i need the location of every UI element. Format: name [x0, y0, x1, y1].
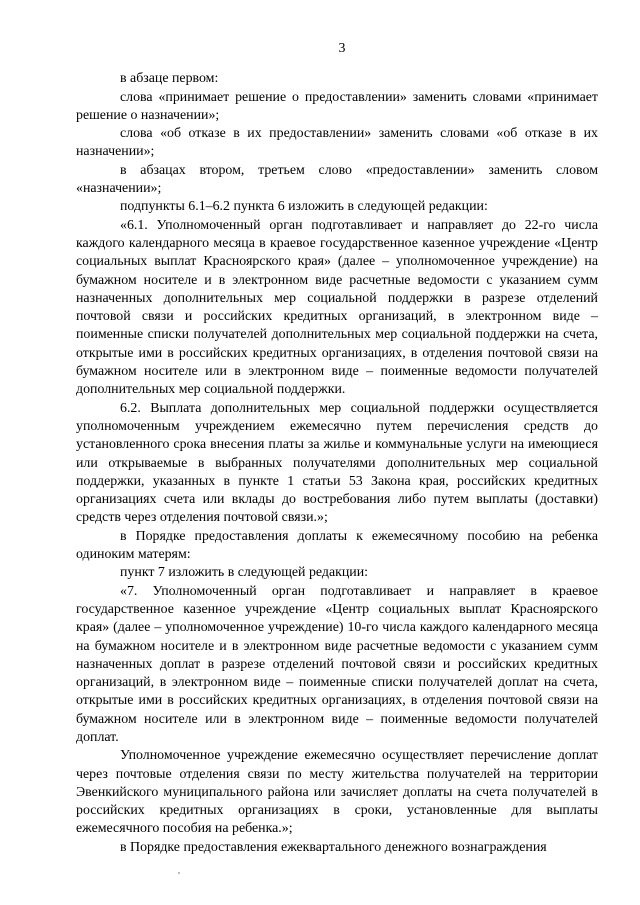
paragraph: «6.1. Уполномоченный орган подготавливает и направляет до 22-го числа каждого календарного месяца в краевое государственное казенное учреждение «Центр социальных выплат Красноярского края» (далее – уполномоченное учреждение) на бумажном носителе и в электронном виде расчетные ведомости с указанием сумм назначенных дополнительных мер социальной поддержки в разрезе отделений почтовой связи и российских кредитных организаций, в электронном виде – поименные списки получателей дополнительных мер социальной поддержки на счета, открытые ими в российских кредитных организациях, в отделения почтовой связи на бумажном носителе или в электронном виде – поименные ведомости получателей дополнительных мер социальной поддержки. [76, 217, 598, 398]
paragraph: пункт 7 изложить в следующей редакции: [120, 565, 369, 581]
paragraph: 6.2. Выплата дополнительных мер социальной поддержки осуществляется уполномоченным учреждением ежемесячно путем перечисления средств до установленного срока внесения платы за жилье и коммунальные услуги на имеющиеся или открываемые в выбранных получателями дополнительных мер социальной поддержки, указанных в пункте 1 статьи 53 Закона края, российских кредитных организациях счета или вклады до востребования либо путем выплаты (доставки) средств через отделения почтовой связи.»; [76, 400, 598, 526]
scan-speck [178, 872, 180, 874]
paragraph: в абзаце первом: [120, 71, 219, 87]
paragraph: слова «об отказе в их предоставлении» заменить словами «об отказе в их назначении»; [76, 126, 598, 160]
paragraph: Уполномоченное учреждение ежемесячно осуществляет перечисление доплат через почтовые отделения связи по месту жительства получателей на территории Эвенкийского муниципального района или зачисляет доплаты на счета получателей в российских кредитных организациях в сроки, установленные для выплаты ежемесячного пособия на ребенка.»; [76, 748, 598, 837]
paragraph: в абзацах втором, третьем слово «предоставлении» заменить словом «назначении»; [76, 162, 598, 197]
paragraph: «7. Уполномоченный орган подготавливает и направляет в краевое государственное казенное учреждение «Центр социальных выплат Красноярского края» (далее – уполномоченное учреждение) 10-го числа каждого календарного месяца на бумажном носителе и в электронном виде расчетные ведомости с указанием сумм назначенных доплат в разрезе отделений почтовой связи и российских кредитных организаций, в электронном виде – поименные списки получателей доплат на счета, открытые ими в российских кредитных организациях, в отделения почтовой связи на бумажном носителе или в электронном виде – поименные ведомости получателей доплат. [76, 583, 598, 745]
paragraph: в Порядке предоставления доплаты к ежемесячному пособию на ребенка одиноким матерям: [76, 528, 598, 563]
paragraph: подпункты 6.1–6.2 пункта 6 изложить в следующей редакции: [120, 199, 488, 215]
page-number: 3 [338, 41, 346, 56]
paragraph: слова «принимает решение о предоставлении» заменить словами «принимает решение о назначении»; [76, 89, 598, 123]
paragraph: в Порядке предоставления ежеквартального денежного вознаграждения [120, 839, 547, 855]
